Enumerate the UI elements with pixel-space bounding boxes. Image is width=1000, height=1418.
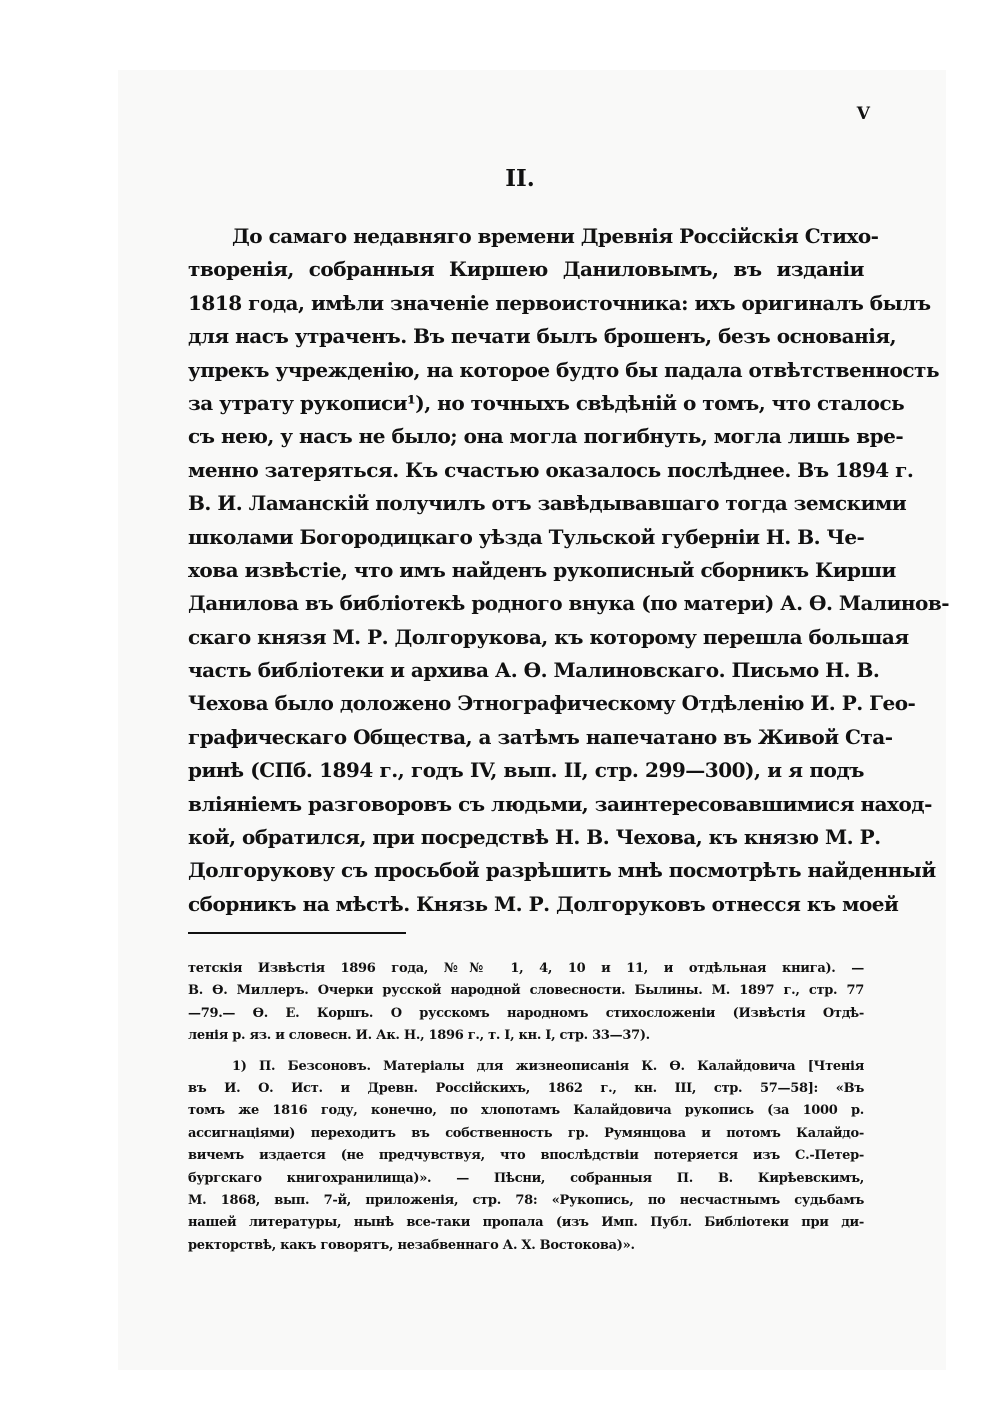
page-number: V	[856, 104, 870, 124]
main-line: Данилова въ библіотекѣ родного внука (по матери) А. Ѳ. Малинов-	[188, 591, 950, 616]
main-line: кой, обратился, при посредствѣ Н. В. Чехова, къ князю М. Р.	[188, 825, 881, 850]
footnote-line: вичемъ издается (не предчувствуя, что впослѣдствіи потеряется изъ С.-Петер-	[188, 1148, 864, 1164]
footnote-line: В. Ѳ. Миллеръ. Очерки русской народной словесности. Былины. М. 1897 г., стр. 77	[188, 983, 864, 999]
footnotes	[188, 958, 864, 1257]
footnote-divider	[188, 932, 406, 934]
footnote-line: тетскія Извѣстія 1896 года, №№ 1, 4, 10 и 11, и отдѣльная книга). —	[188, 961, 864, 976]
main-line: хова извѣстіе, что имъ найденъ рукописный сборникъ Кирши	[188, 557, 896, 582]
main-line: До самаго недавняго времени Древнія Россійскія Стихо-	[232, 224, 879, 248]
main-line: Долгорукову съ просьбой разрѣшить мнѣ посмотрѣть найденный	[188, 858, 936, 883]
main-line: скаго князя М. Р. Долгорукова, къ которому перешла большая	[188, 624, 909, 649]
footnote-line: бургскаго книгохранилища)». — Пѣсни, собранныя П. В. Кирѣевскимъ,	[188, 1170, 864, 1186]
main-text	[188, 220, 950, 921]
main-line: ринѣ (СПб. 1894 г., годъ IV, вып. II, стр. 299—300), и я подъ	[188, 758, 864, 783]
main-line: графическаго Общества, а затѣмъ напечатано въ Живой Ста-	[188, 724, 893, 749]
main-line: за утрату рукописи¹), но точныхъ свѣдѣній о томъ, что сталось	[188, 390, 905, 415]
footnote-line: —79.— Ѳ. Е. Коршъ. О русскомъ народномъ стихосложеніи (Извѣстія Отдѣ-	[188, 1005, 864, 1021]
footnote-line: ректорствѣ, какъ говорятъ, незабвеннаго А. Х. Востокова)».	[188, 1237, 635, 1253]
main-line: упрекъ учрежденію, на которое будто бы падала отвѣтственность	[188, 357, 940, 382]
main-line: В. И. Ламанскій получилъ отъ завѣдывавшаго тогда земскими	[188, 491, 907, 516]
main-line: Чехова было доложено Этнографическому Отдѣленію И. Р. Гео-	[188, 691, 916, 716]
main-line: менно затеряться. Къ счастью оказалось послѣднее. Въ 1894 г.	[188, 457, 914, 482]
footnote-line: нашей литературы, нынѣ все-таки пропала (изъ Имп. Публ. Библіотеки при ди-	[188, 1215, 864, 1231]
main-line: для насъ утраченъ. Въ печати былъ брошенъ, безъ основанія,	[188, 324, 897, 349]
footnote-line: ленія р. яз. и словесн. И. Ак. Н., 1896 г., т. I, кн. I, стр. 33—37).	[188, 1028, 650, 1044]
footnote-line: 1) П. Безсоновъ. Матеріалы для жизнеописанія К. Ѳ. Калайдовича [Чтенія	[232, 1058, 864, 1074]
main-line: съ нею, у насъ не было; она могла погибнуть, могла лишь вре-	[188, 424, 904, 449]
footnote-line: томъ же 1816 году, конечно, по хлопотамъ Калайдовича рукопись (за 1000 р.	[188, 1103, 864, 1119]
footnote-line: въ И. О. Ист. и Древн. Россійскихъ, 1862 г., кн. III, стр. 57—58]: «Въ	[188, 1080, 864, 1096]
main-line: часть библіотеки и архива А. Ѳ. Малиновскаго. Письмо Н. В.	[188, 658, 880, 683]
footnote-line: М. 1868, вып. 7-й, приложенія, стр. 78: «Рукопись, по несчастнымъ судьбамъ	[188, 1192, 864, 1208]
footnote-gap	[188, 1048, 864, 1056]
footnote-line: ассигнаціями) переходитъ въ собственность гр. Румянцова и потомъ Калайдо-	[188, 1125, 864, 1141]
main-line: творенія, собранныя Киршею Даниловымъ, въ изданіи	[188, 257, 864, 282]
main-line: вліяніемъ разговоровъ съ людьми, заинтересовавшимися наход-	[188, 791, 932, 816]
section-heading: II.	[505, 165, 535, 192]
main-line: 1818 года, имѣли значеніе первоисточника: ихъ оригиналъ былъ	[188, 290, 931, 315]
main-line: школами Богородицкаго уѣзда Тульской губерніи Н. В. Че-	[188, 524, 865, 549]
main-line: сборникъ на мѣстѣ. Князь М. Р. Долгоруковъ отнесся къ моей	[188, 891, 899, 916]
